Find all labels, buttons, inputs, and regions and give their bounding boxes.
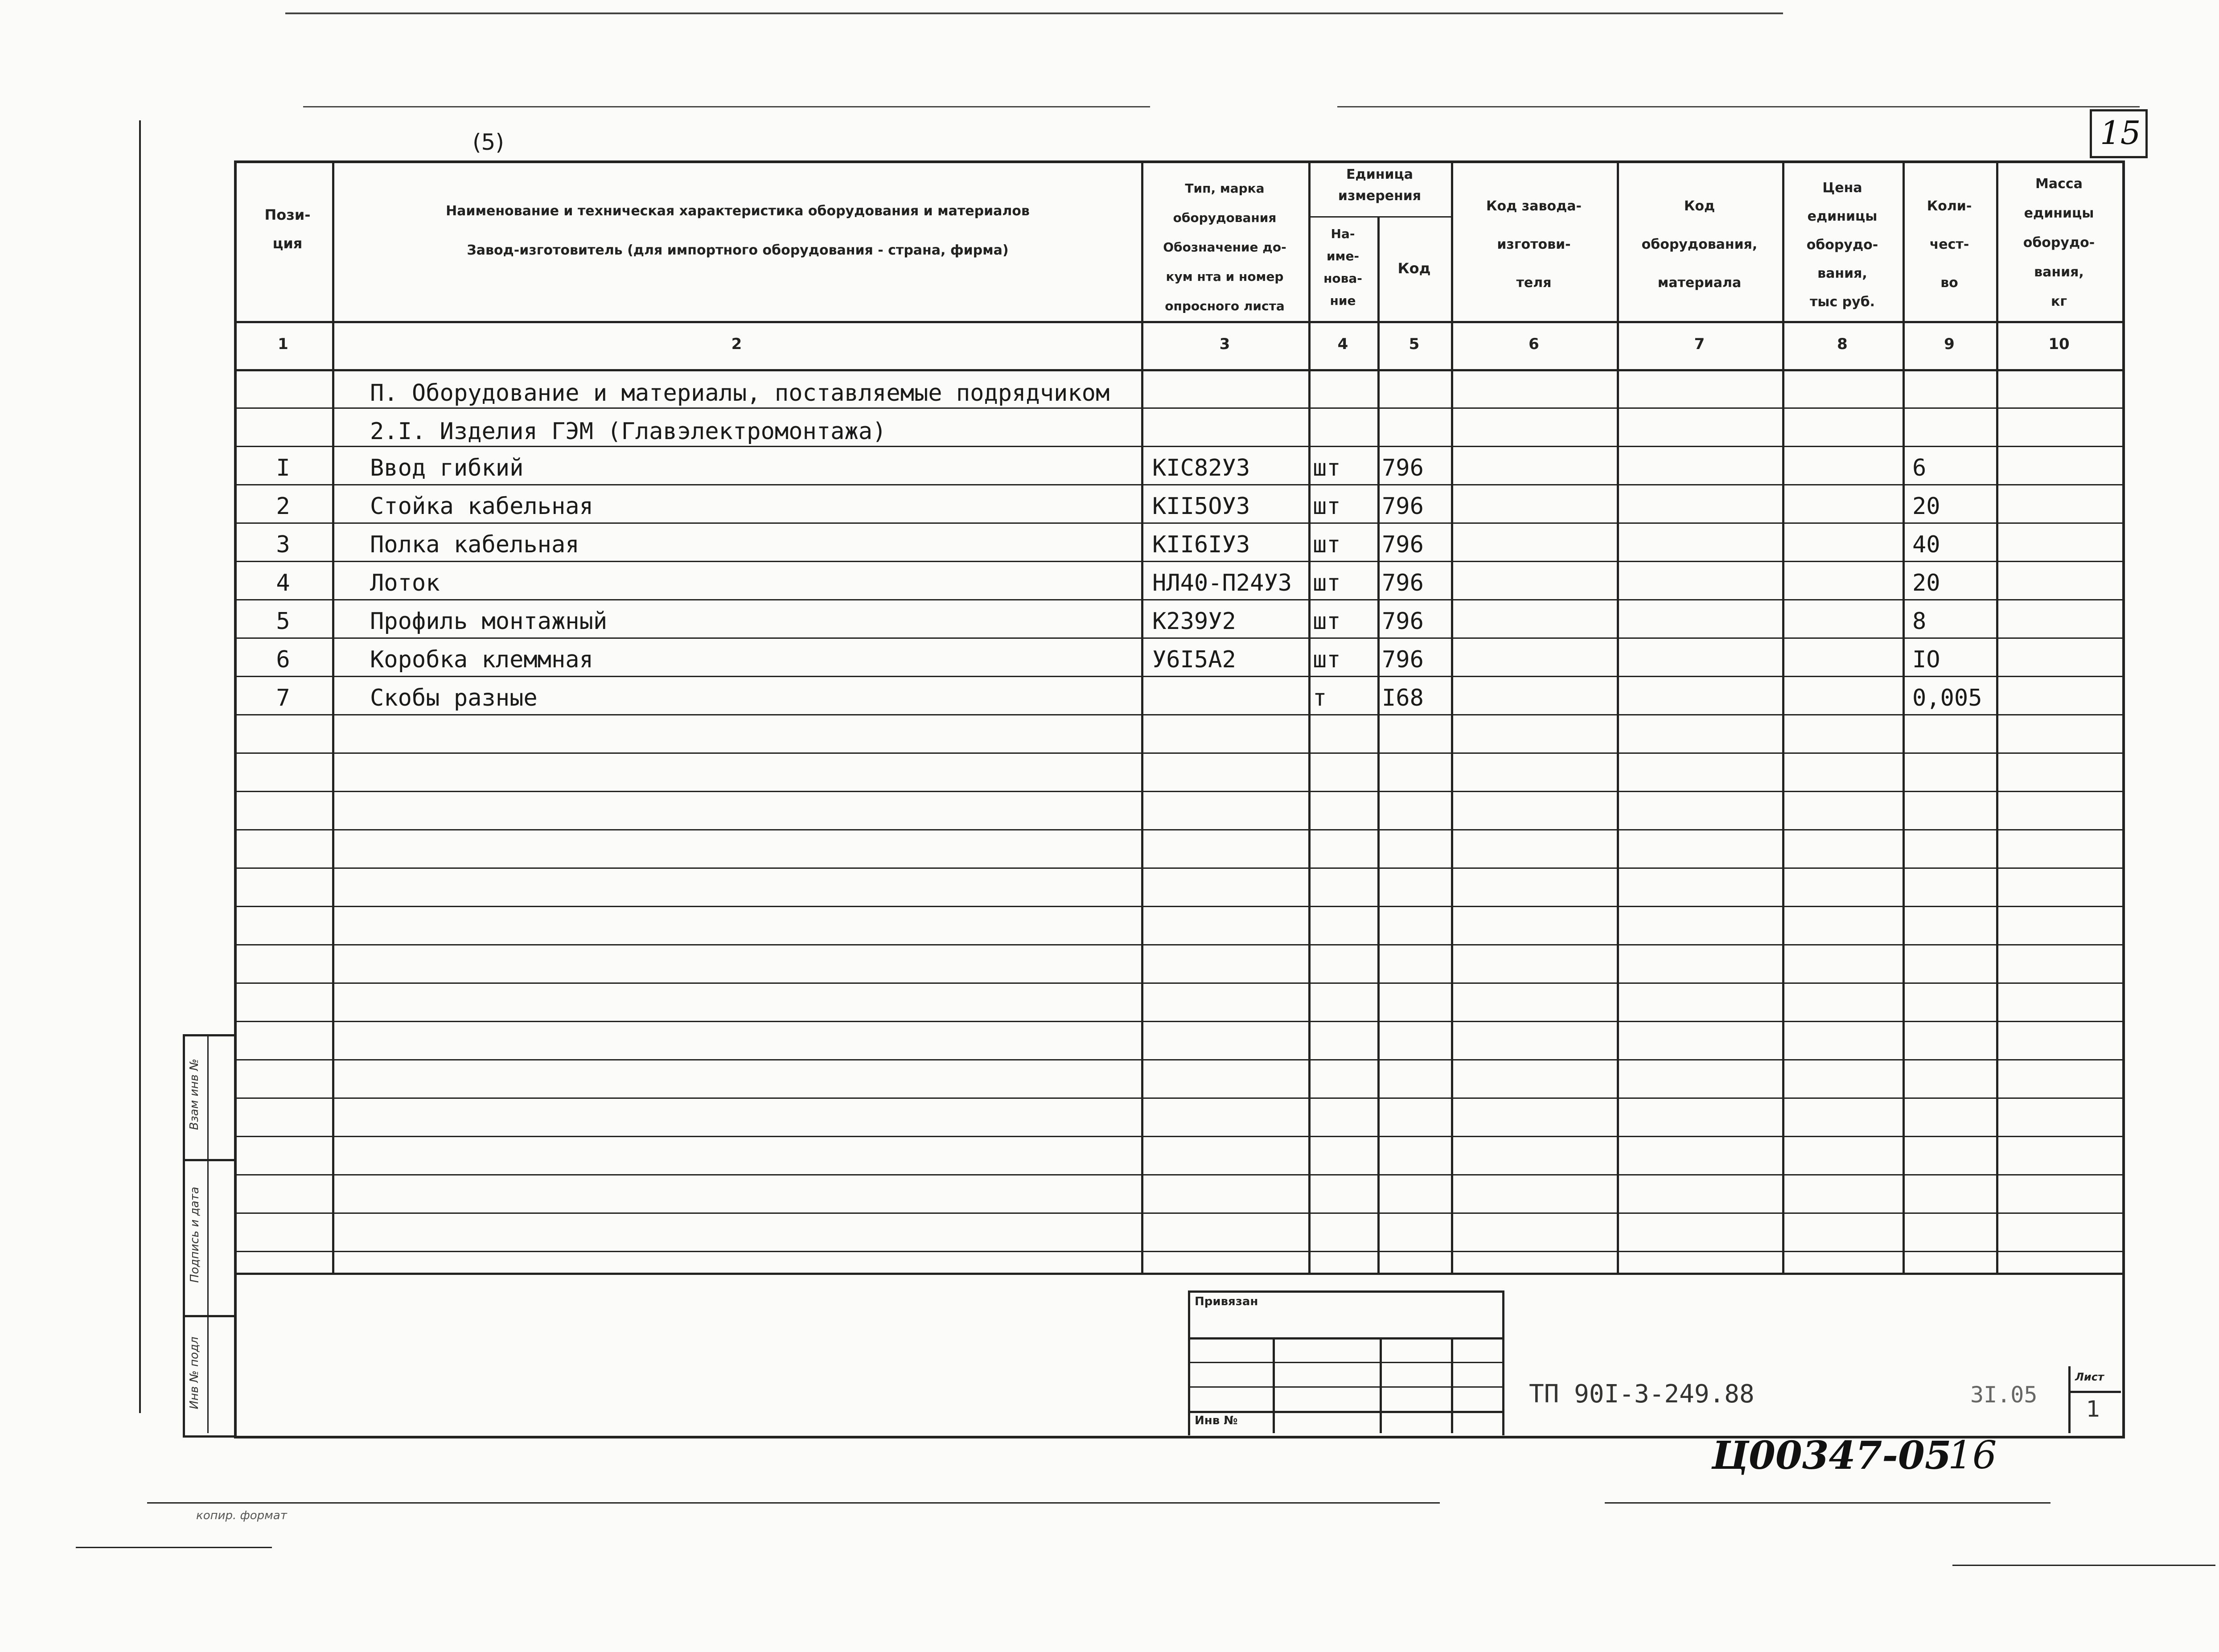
sheet-ref: (5): [473, 129, 504, 155]
cell-unit: шт: [1313, 455, 1341, 481]
row-line: [234, 1021, 2122, 1022]
margin-line-left: [139, 120, 141, 1413]
row-line: [234, 752, 2122, 754]
side-label-replace-inv: Взам инв №: [188, 1059, 201, 1130]
header-position: Пози- ция: [264, 206, 311, 252]
col-line-6: [1617, 160, 1619, 1275]
sheet-mark: 15: [2100, 114, 2141, 152]
cell-unit-code: 796: [1382, 608, 1424, 635]
cell-position: 2: [276, 493, 290, 520]
col-line-3: [1308, 160, 1311, 1275]
row-line: [234, 1174, 2122, 1175]
cell-quantity: 20: [1912, 493, 1940, 520]
col-line-8: [1903, 160, 1905, 1275]
cell-unit-code: I68: [1382, 685, 1424, 711]
cell-unit: шт: [1313, 646, 1341, 673]
cell-type: КII6IУЗ: [1152, 531, 1250, 558]
col-line-2: [1141, 160, 1143, 1275]
cell-quantity: 0,005: [1912, 685, 1982, 711]
row-line: [234, 867, 2122, 869]
stamp-v-2: [1380, 1337, 1382, 1433]
cell-quantity: 20: [1912, 570, 1940, 596]
col-line-7: [1782, 160, 1784, 1275]
side-label-original-inv: Инв № подл: [188, 1336, 201, 1410]
row-line: [234, 829, 2122, 830]
stamp-line-4: [1188, 1411, 1502, 1413]
cell-unit: шт: [1313, 570, 1341, 596]
header-bottom-line: [234, 321, 2122, 323]
cell-position: 3: [276, 531, 290, 558]
cell-type: У6I5А2: [1152, 646, 1236, 673]
cell-unit-code: 796: [1382, 646, 1424, 673]
cell-unit: т: [1313, 685, 1327, 711]
cell-unit-code: 796: [1382, 493, 1424, 520]
cell-type: КIС82УЗ: [1152, 455, 1250, 481]
col-line-1: [332, 160, 334, 1275]
colnum-8: 8: [1837, 335, 1848, 353]
cell-type: НЛ40-П24УЗ: [1152, 570, 1292, 596]
scan-line-top-3: [1337, 106, 2140, 107]
stamp-sheet-line: [2068, 1391, 2121, 1393]
colnum-2: 2: [731, 335, 742, 353]
colnum-bottom-line: [234, 369, 2122, 371]
row-line: [234, 1136, 2122, 1137]
colnum-1: 1: [278, 335, 288, 353]
stamp-sheet-label: Лист: [2075, 1371, 2104, 1383]
stamp-v-1: [1273, 1337, 1275, 1433]
row-line: [234, 1251, 2122, 1252]
cell-name: Лоток: [370, 570, 440, 596]
col-line-9: [1996, 160, 1998, 1275]
stamp-attached: Привязан: [1195, 1295, 1258, 1308]
row-line: [234, 1059, 2122, 1060]
colnum-7: 7: [1694, 335, 1705, 353]
col-line-4: [1377, 216, 1380, 1275]
cell-position: 7: [276, 685, 290, 711]
section-title-2: 2.I. Изделия ГЭМ (Главэлектромонтажа): [370, 418, 887, 445]
cell-type: КII5ОУЗ: [1152, 493, 1250, 520]
row-line: [234, 944, 2122, 945]
cell-name: Ввод гибкий: [370, 455, 524, 481]
header-mass: Масса единицы оборудо- вания, кг: [2023, 176, 2095, 309]
stamp-line-2: [1188, 1362, 1502, 1363]
colnum-5: 5: [1409, 335, 1420, 353]
cell-quantity: 6: [1912, 455, 1927, 481]
row-line: [234, 1097, 2122, 1099]
cell-unit: шт: [1313, 493, 1341, 520]
cell-name: Скобы разные: [370, 685, 538, 711]
row-line: [234, 906, 2122, 907]
scan-line-bottom-3: [76, 1547, 272, 1548]
stamp-line-3: [1188, 1386, 1502, 1388]
header-price: Цена единицы оборудо- вания, тыс руб.: [1806, 180, 1878, 310]
scan-line-bottom-2: [1605, 1502, 2051, 1504]
side-strip-inner: [207, 1034, 209, 1433]
cell-type: К239У2: [1152, 608, 1236, 635]
row-line: [234, 791, 2122, 792]
header-unit-name: На- име- нова- ние: [1323, 226, 1362, 308]
cell-unit-code: 796: [1382, 455, 1424, 481]
cell-position: 4: [276, 570, 290, 596]
colnum-9: 9: [1944, 335, 1955, 353]
header-type: Тип, марка оборудования Обозначение до- кум нта и номер опросного листа: [1163, 181, 1286, 313]
stamp-v-3: [1451, 1337, 1453, 1433]
cell-unit-code: 796: [1382, 570, 1424, 596]
cell-name: Полка кабельная: [370, 531, 579, 558]
body-bottom-line: [234, 1273, 2122, 1275]
colnum-10: 10: [2048, 335, 2070, 353]
stamp-doc-code: ТП 90I-3-249.88: [1529, 1380, 1755, 1409]
row-line: [234, 982, 2122, 984]
stamp-line-1: [1188, 1337, 1502, 1340]
colnum-4: 4: [1337, 335, 1348, 353]
section-title-1: П. Оборудование и материалы, поставляемые подрядчиком: [370, 380, 1110, 407]
cell-position: I: [276, 455, 290, 481]
cell-quantity: IO: [1912, 646, 1940, 673]
header-unit-code: Код: [1397, 260, 1431, 277]
colnum-3: 3: [1219, 335, 1230, 353]
side-label-signature: Подпись и дата: [188, 1187, 201, 1283]
cell-name: Профиль монтажный: [370, 608, 608, 635]
header-equipment-code: Код оборудования, материала: [1641, 198, 1758, 291]
row-line: [234, 1212, 2122, 1214]
footer-note: копир. формат: [196, 1509, 287, 1522]
header-quantity: Коли- чест- во: [1927, 198, 1972, 291]
col-line-5: [1451, 160, 1453, 1275]
colnum-6: 6: [1529, 335, 1539, 353]
cell-quantity: 8: [1912, 608, 1927, 635]
handwritten-page: 16: [1948, 1433, 1997, 1478]
cell-unit: шт: [1313, 608, 1341, 635]
header-factory-code: Код завода- изготови- теля: [1486, 198, 1582, 291]
stamp-album: 3I.05: [1970, 1382, 2038, 1408]
unit-split-line: [1308, 216, 1453, 218]
handwritten-number: Ц00347-05: [1712, 1433, 1952, 1478]
scan-line-top-2: [303, 106, 1150, 107]
stamp-sheet-no: 1: [2086, 1396, 2100, 1422]
scan-line-bottom-4: [1952, 1565, 2215, 1566]
cell-quantity: 40: [1912, 531, 1940, 558]
scan-line-top: [285, 12, 1783, 14]
cell-name: Коробка клеммная: [370, 646, 593, 673]
cell-position: 5: [276, 608, 290, 635]
sheet-mark-box: [2090, 109, 2148, 158]
stamp-inv: Инв №: [1195, 1414, 1238, 1427]
cell-position: 6: [276, 646, 290, 673]
cell-unit-code: 796: [1382, 531, 1424, 558]
header-unit: Единица измерения: [1338, 167, 1422, 204]
cell-name: Стойка кабельная: [370, 493, 593, 520]
scan-line-bottom: [147, 1502, 1440, 1504]
cell-unit: шт: [1313, 531, 1341, 558]
header-name: Наименование и техническая характеристика оборудования и материалов Завод-изготовитель (для импортного оборудования - страна, фирма): [446, 203, 1030, 258]
